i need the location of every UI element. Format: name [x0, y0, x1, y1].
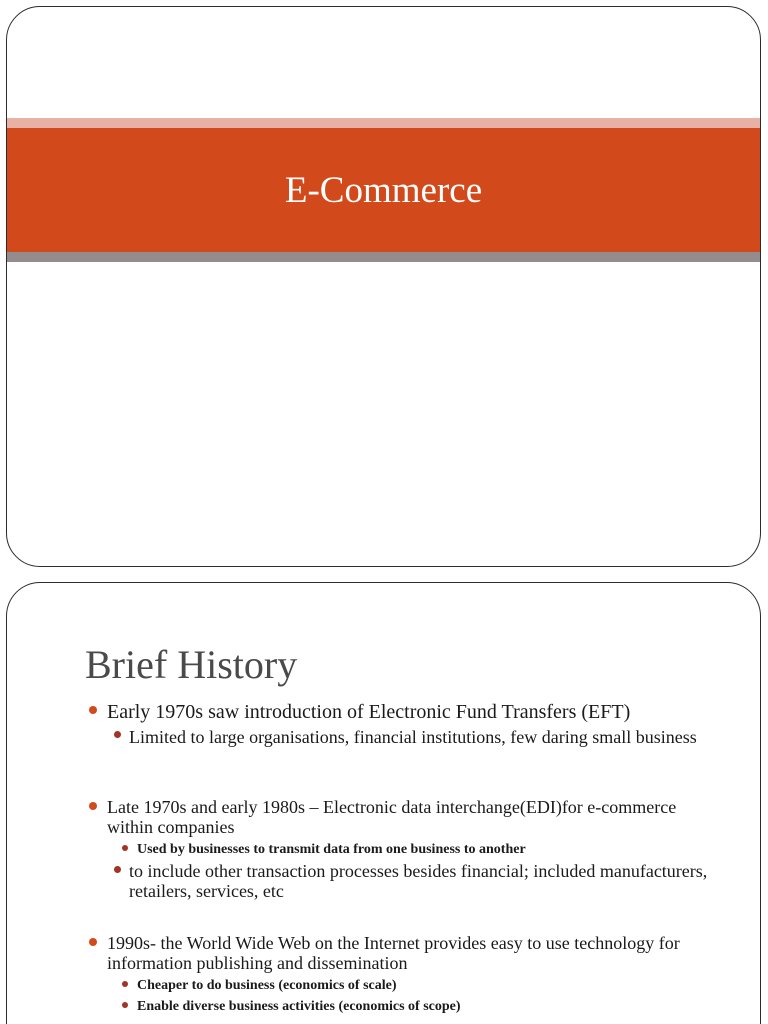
list-item: to include other transaction processes besides financial; included manufacturers, retailers, services, etc: [129, 861, 708, 901]
bullet-dot-icon: [89, 706, 97, 714]
sub-bullet-dot-icon: [114, 731, 121, 738]
list-item: Limited to large organisations, financial institutions, few daring small business: [129, 727, 697, 747]
title-band-top-stripe: [7, 118, 760, 128]
sub-bullet-dot-icon: [114, 866, 121, 873]
slide-title: E-Commerce: [284, 169, 483, 211]
list-item: Enable diverse business activities (economics of scope): [137, 999, 461, 1014]
sub-bullet-dot-icon: [122, 1002, 128, 1008]
bullet-dot-icon: [89, 938, 97, 946]
title-band-bottom-stripe: [7, 252, 760, 262]
list-item: Late 1970s and early 1980s – Electronic data interchange(EDI)for e-commerce within companies: [107, 797, 677, 837]
sub-bullet-dot-icon: [122, 845, 128, 851]
sub-bullet-dot-icon: [122, 981, 128, 987]
slide-heading: Brief History: [85, 642, 298, 687]
title-slide: [6, 6, 761, 567]
history-slide: [6, 582, 761, 1024]
list-item: Early 1970s saw introduction of Electronic Fund Transfers (EFT): [107, 701, 631, 723]
list-item: 1990s- the World Wide Web on the Internet provides easy to use technology for information publishing and dissemination: [107, 933, 680, 973]
list-item: Cheaper to do business (economics of scale): [137, 978, 397, 993]
bullet-dot-icon: [89, 802, 97, 810]
list-item: Used by businesses to transmit data from one business to another: [137, 842, 526, 857]
